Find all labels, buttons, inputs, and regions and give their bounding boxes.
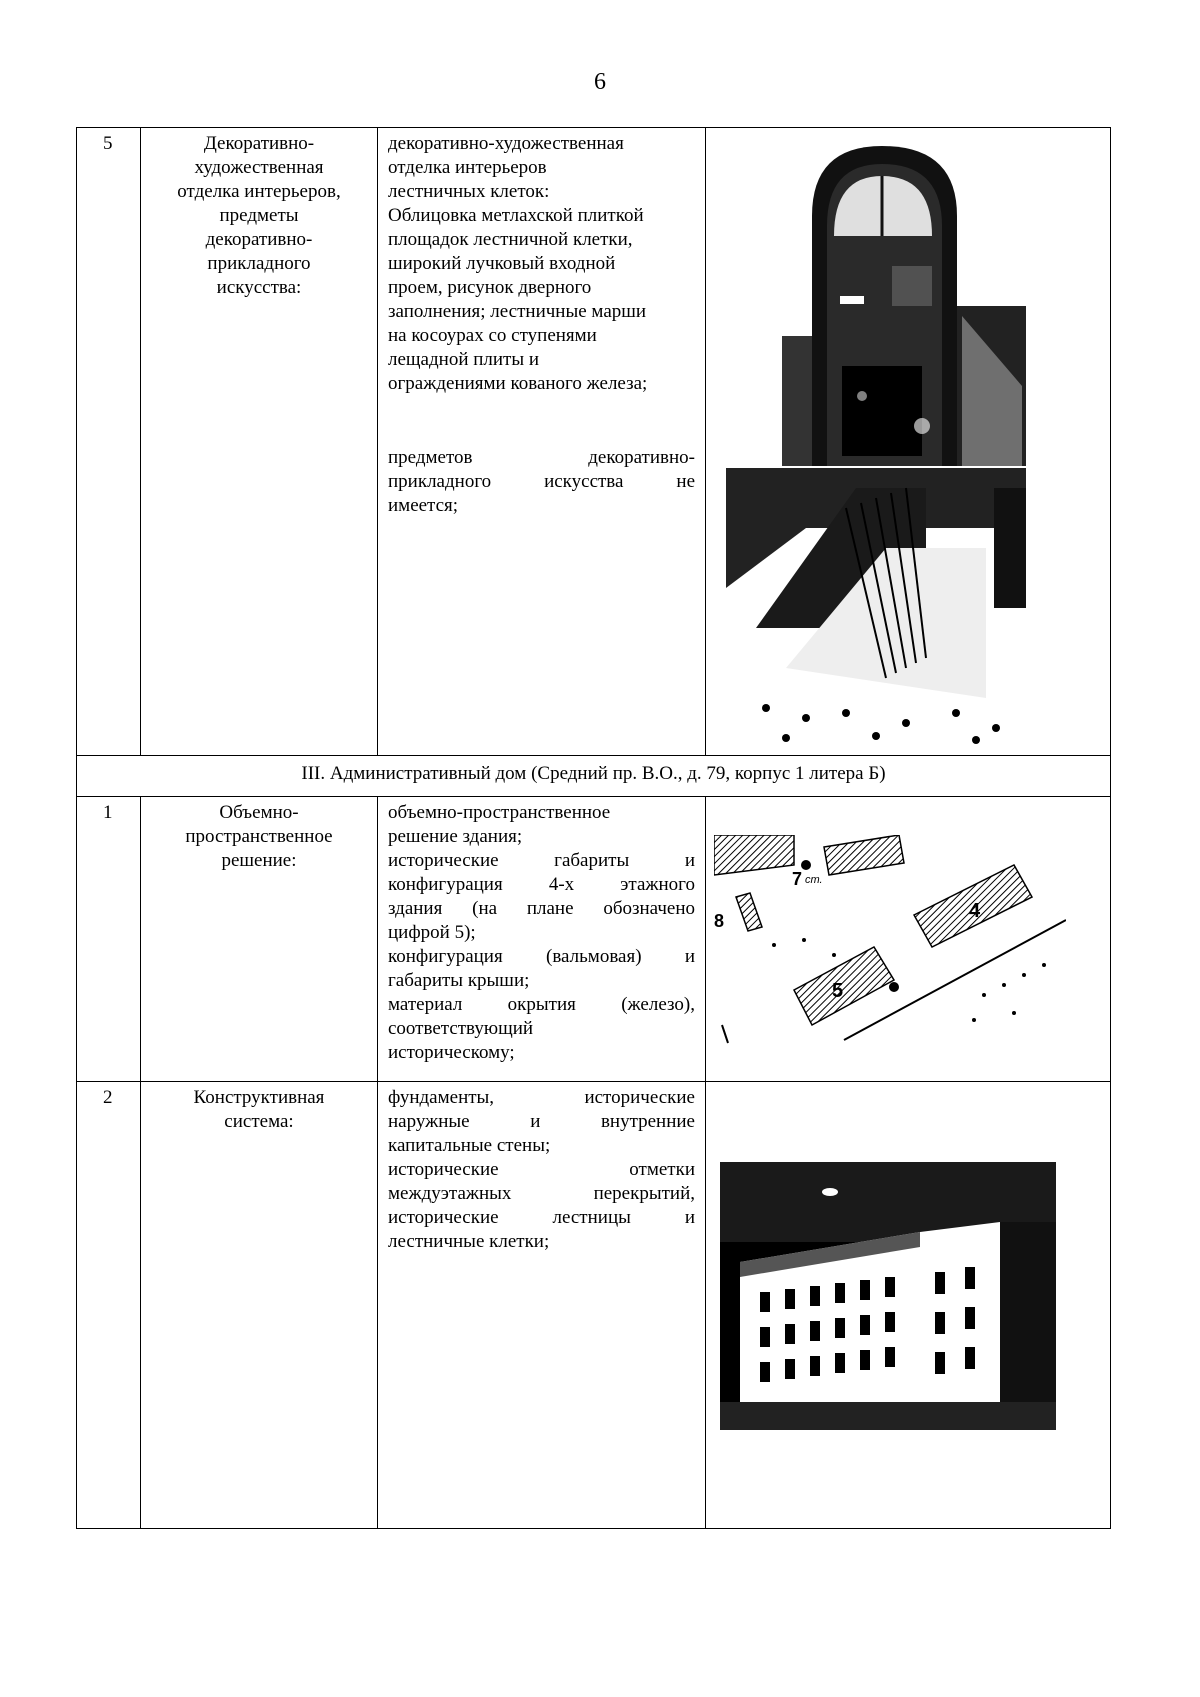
- row-description: [378, 797, 706, 1082]
- desc-line: имеется;: [388, 495, 459, 516]
- desc-line: наружные и внутренние: [388, 1111, 695, 1132]
- site-plan-map: [714, 835, 1066, 1045]
- name-line: художественная: [194, 157, 324, 178]
- section-row: [77, 756, 1111, 797]
- desc-line: Облицовка метлахской плиткой: [388, 205, 644, 226]
- photo-cell: [706, 1082, 1111, 1529]
- name-line: пространственное: [185, 826, 333, 847]
- section-title: III. Административный дом (Средний пр. В.О., д. 79, корпус 1 литера Б): [77, 756, 1111, 797]
- entrance-door-photo: [782, 136, 1026, 466]
- desc-line: конфигурация (вальмовая) и: [388, 946, 695, 967]
- desc-line: ограждениями кованого железа;: [388, 373, 648, 394]
- name-line: отделка интерьеров,: [177, 181, 341, 202]
- map-label-5: 5: [832, 980, 844, 1002]
- desc-line: исторические отметки: [388, 1159, 695, 1180]
- desc-line: исторические лестницы и: [388, 1207, 695, 1228]
- desc-line: междуэтажных перекрытий,: [388, 1183, 695, 1204]
- name-line: искусства:: [216, 277, 302, 298]
- name-line: прикладного: [207, 253, 311, 274]
- desc-line: лестничных клеток:: [388, 181, 550, 202]
- map-label-8: 8: [714, 911, 725, 931]
- building-facade-photo: [720, 1162, 1056, 1430]
- desc-line: здания (на плане обозначено: [388, 898, 695, 919]
- map-label-7: 7: [792, 869, 803, 889]
- name-line: декоративно-: [205, 229, 313, 250]
- desc-line: историческому;: [388, 1042, 515, 1063]
- name-line: предметы: [219, 205, 299, 226]
- desc-line: на косоурах со ступенями: [388, 325, 597, 346]
- desc-line: площадок лестничной клетки,: [388, 229, 633, 250]
- desc-line: фундаменты, исторические: [388, 1087, 695, 1108]
- row-number: 5: [77, 128, 141, 756]
- map-label-4: 4: [969, 900, 981, 922]
- desc-line: отделка интерьеров: [388, 157, 547, 178]
- desc-line: габариты крыши;: [388, 970, 530, 991]
- table-row-5: [77, 128, 1111, 756]
- name-line: Конструктивная: [193, 1087, 325, 1108]
- desc-line: лестничные клетки;: [388, 1231, 550, 1252]
- name-line: Декоративно-: [203, 133, 315, 154]
- desc-line: предметов декоративно-: [388, 447, 695, 468]
- desc-line: конфигурация 4-х этажного: [388, 874, 695, 895]
- row-name: [141, 128, 378, 756]
- desc-line: заполнения; лестничные марши: [388, 301, 647, 322]
- desc-line: материал окрытия (железо),: [388, 994, 695, 1015]
- page-number: 6: [594, 69, 606, 95]
- row-number: 2: [77, 1082, 141, 1529]
- row-description: [378, 1082, 706, 1529]
- desc-line: декоративно-художественная: [388, 133, 624, 154]
- desc-line: лещадной плиты и: [388, 349, 540, 370]
- protected-elements-table: [76, 127, 1111, 1529]
- row-number: 1: [77, 797, 141, 1082]
- photo-cell: [706, 128, 1111, 756]
- name-line: решение:: [221, 850, 297, 871]
- desc-line: решение здания;: [388, 826, 523, 847]
- staircase-photo: [726, 468, 1026, 748]
- map-cell: [706, 797, 1111, 1082]
- desc-line: проем, рисунок дверного: [388, 277, 592, 298]
- desc-line: капитальные стены;: [388, 1135, 551, 1156]
- map-label-st: ст.: [805, 874, 823, 886]
- table-row-2: [77, 1082, 1111, 1529]
- desc-line: объемно-пространственное: [388, 802, 611, 823]
- desc-line: широкий лучковый входной: [388, 253, 616, 274]
- row-name: [141, 797, 378, 1082]
- desc-line: цифрой 5);: [388, 922, 476, 943]
- row-name: [141, 1082, 378, 1529]
- desc-line: прикладного искусства не: [388, 471, 695, 492]
- name-line: система:: [224, 1111, 294, 1132]
- desc-line: соответствующий: [388, 1018, 534, 1039]
- row-description: [378, 128, 706, 756]
- table-row-1: [77, 797, 1111, 1082]
- desc-line: исторические габариты и: [388, 850, 695, 871]
- name-line: Объемно-: [219, 802, 299, 823]
